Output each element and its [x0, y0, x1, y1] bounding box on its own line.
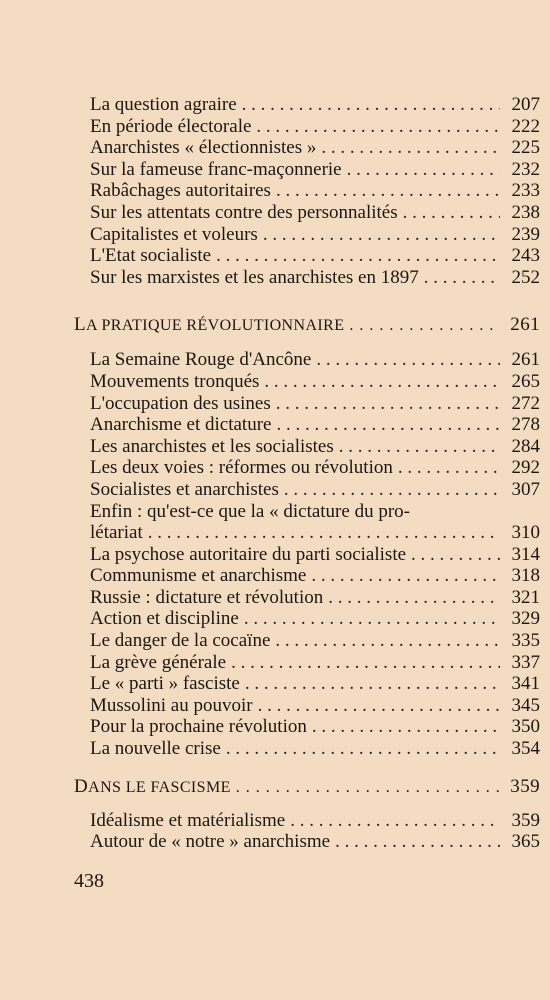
entry-title: létariat: [90, 522, 143, 544]
toc-group-3: [74, 810, 540, 853]
entry-page-number: 329: [511, 608, 540, 630]
entry-page-number: 341: [511, 673, 540, 695]
entry-page-number: 354: [511, 738, 540, 760]
toc-entry: [74, 544, 540, 566]
entry-title: Mussolini au pouvoir: [90, 694, 253, 716]
toc-entry: [74, 94, 540, 116]
toc-entry: [74, 587, 540, 609]
entry-title: Les deux voies : réformes ou révolution: [90, 457, 393, 479]
dot-leader: [216, 245, 500, 267]
dot-leader: [316, 349, 500, 371]
toc-entry: [74, 608, 540, 630]
dot-leader: [311, 565, 500, 587]
toc-entry: [74, 738, 540, 760]
dot-leader: [276, 414, 500, 436]
toc-entry: [74, 202, 540, 224]
dot-leader: [256, 116, 500, 138]
entry-page-number: 239: [511, 223, 540, 245]
toc-group-1: [74, 94, 540, 288]
entry-title: La nouvelle crise: [90, 738, 221, 760]
dot-leader: [226, 738, 500, 760]
dot-leader: [275, 630, 500, 652]
toc-entry: [74, 414, 540, 436]
entry-title: Pour la prochaine révolution: [90, 716, 307, 738]
entry-title: Sur les marxistes et les anarchistes en 1897: [90, 266, 419, 288]
entry-page-number: 292: [511, 457, 540, 479]
entry-page-number: 243: [511, 245, 540, 267]
page-folio: 438: [74, 870, 104, 892]
entry-page-number: 284: [511, 435, 540, 457]
toc-section-heading: [74, 776, 540, 799]
table-of-contents: [74, 94, 540, 853]
entry-title: Idéalisme et matérialisme: [90, 809, 286, 831]
dot-leader: [264, 371, 500, 393]
dot-leader: [290, 810, 500, 832]
entry-title: En période électorale: [90, 115, 252, 137]
entry-title: Sur les attentats contre des personnalités: [90, 201, 398, 223]
dot-leader: [424, 267, 500, 289]
toc-entry: [74, 831, 540, 853]
entry-title: La Semaine Rouge d'Ancône: [90, 349, 312, 371]
entry-title: La grève générale: [90, 651, 227, 673]
toc-entry: [74, 245, 540, 267]
toc-group-2b: [74, 544, 540, 760]
entry-page-number: 307: [511, 478, 540, 500]
entry-title: La question agraire: [90, 94, 237, 115]
section-title: LA PRATIQUE RÉVOLUTIONNAIRE: [74, 314, 345, 336]
entry-page-number: 232: [511, 158, 540, 180]
toc-entry: [74, 673, 540, 695]
toc-group-2a: [74, 349, 540, 500]
entry-title: Capitalistes et voleurs: [90, 223, 258, 245]
toc-entry: [74, 716, 540, 738]
toc-entry: [74, 457, 540, 479]
entry-title: La psychose autoritaire du parti socialiste: [90, 543, 407, 565]
entry-title: Rabâchages autoritaires: [90, 180, 271, 202]
dot-leader: [321, 137, 500, 159]
entry-page-number: 321: [511, 586, 540, 608]
entry-page-number: 252: [511, 266, 540, 288]
dot-leader: [349, 315, 500, 337]
entry-page-number: 350: [511, 716, 540, 738]
toc-entry-wrapped-line1: Enfin : qu'est-ce que la « dictature du pro-: [90, 500, 410, 522]
dot-leader: [236, 777, 500, 799]
entry-page-number: 310: [511, 522, 540, 544]
toc-entry: [74, 180, 540, 202]
dot-leader: [276, 393, 500, 415]
dot-leader: [347, 159, 500, 181]
dot-leader: [411, 544, 500, 566]
dot-leader: [148, 522, 500, 544]
dot-leader: [403, 202, 500, 224]
entry-page-number: 365: [511, 831, 540, 853]
toc-entry: [74, 224, 540, 246]
toc-entry: [74, 349, 540, 371]
entry-title: Mouvements tronqués: [90, 370, 260, 392]
entry-title: Communisme et anarchisme: [90, 565, 307, 587]
entry-title: Anarchistes « électionnistes »: [90, 137, 317, 159]
entry-title: Autour de « notre » anarchisme: [90, 831, 331, 853]
entry-page-number: 238: [511, 201, 540, 223]
toc-entry: [74, 267, 540, 289]
entry-page-number: 233: [511, 180, 540, 202]
entry-page-number: 222: [511, 115, 540, 137]
toc-entry: [74, 565, 540, 587]
entry-page-number: 359: [511, 809, 540, 831]
dot-leader: [276, 180, 500, 202]
entry-title: L'occupation des usines: [90, 392, 271, 414]
entry-page-number: 207: [511, 94, 540, 115]
toc-entry: [74, 652, 540, 674]
toc-entry: [74, 695, 540, 717]
dot-leader: [339, 436, 500, 458]
dot-leader: [242, 94, 500, 116]
dot-leader: [284, 479, 500, 501]
section-page-number: 359: [510, 775, 540, 797]
entry-title: Anarchisme et dictature: [90, 414, 272, 436]
toc-entry: [74, 159, 540, 181]
entry-title: Socialistes et anarchistes: [90, 478, 279, 500]
toc-entry: [74, 116, 540, 138]
entry-page-number: 335: [511, 630, 540, 652]
dot-leader: [335, 831, 500, 853]
dot-leader: [231, 652, 500, 674]
toc-entry-wrapped-line2: [74, 522, 540, 544]
entry-page-number: 265: [511, 370, 540, 392]
dot-leader: [244, 608, 500, 630]
dot-leader: [398, 457, 500, 479]
entry-title: Action et discipline: [90, 608, 239, 630]
toc-entry: [74, 479, 540, 501]
entry-title: Le « parti » fasciste: [90, 673, 240, 695]
entry-title: Le danger de la cocaïne: [90, 630, 271, 652]
toc-entry: [74, 137, 540, 159]
entry-title: L'Etat socialiste: [90, 245, 212, 267]
entry-page-number: 345: [511, 694, 540, 716]
dot-leader: [328, 587, 500, 609]
toc-entry: [74, 371, 540, 393]
section-page-number: 261: [510, 314, 540, 336]
entry-title: Les anarchistes et les socialistes: [90, 435, 334, 457]
dot-leader: [263, 224, 500, 246]
entry-page-number: 225: [511, 137, 540, 159]
entry-page-number: 337: [511, 651, 540, 673]
toc-entry: [74, 393, 540, 415]
dot-leader: [258, 695, 500, 717]
entry-page-number: 314: [511, 543, 540, 565]
dot-leader: [245, 673, 500, 695]
entry-page-number: 261: [511, 349, 540, 371]
toc-entry: [74, 810, 540, 832]
section-title: DANS LE FASCISME: [74, 775, 231, 797]
entry-title: Sur la fameuse franc-maçonnerie: [90, 158, 342, 180]
dot-leader: [312, 716, 500, 738]
toc-entry: [74, 436, 540, 458]
entry-page-number: 278: [511, 414, 540, 436]
entry-page-number: 318: [511, 565, 540, 587]
toc-entry: [74, 630, 540, 652]
toc-section-heading: [74, 314, 540, 337]
entry-title: Russie : dictature et révolution: [90, 586, 324, 608]
entry-page-number: 272: [511, 392, 540, 414]
